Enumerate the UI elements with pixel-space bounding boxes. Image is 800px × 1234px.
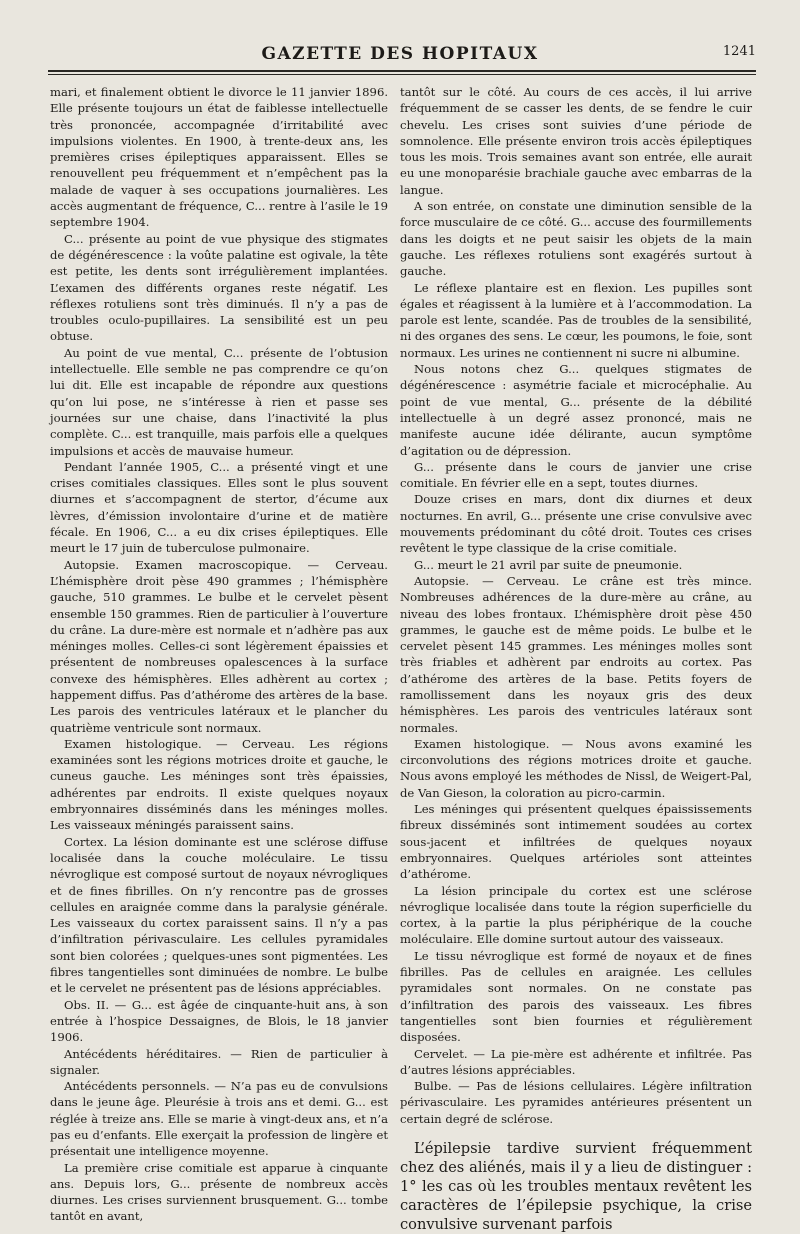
paragraph: Autopsie. — Cerveau. Le crâne est très mince. Nombreuses adhérences de la dure-mère au crâne, au niveau des lobes frontaux. L’hémisphère droit pèse 450 grammes, le gauche est de même poids. Le bulbe et le cervelet pèsent 145 grammes. Les méninges molles sont très friables et adhèrent par endroits au cortex. Pas d’athérome des artères de la base. Petits foyers de ramollissement dans les noyaux gris des deux hémisphères. Les parois des ventricules latéraux sont normales. [400,573,752,735]
header-rule [48,70,756,72]
paragraph: Le tissu névroglique est formé de noyaux et de fines fibrilles. Pas de cellules en araignée. Les cellules pyramidales sont normales. On ne constate pas d’infiltration des parois des vaisseaux. Les fibres tangentielles sont bien fournies et régulièrement disposées. [400,948,752,1045]
paragraph: Examen histologique. — Nous avons examiné les circonvolutions des régions motrices droite et gauche. Nous avons employé les méthodes de Nissl, de Weigert-Pal, de Van Gieson, la coloration au picro-carmin. [400,736,752,800]
page-number: 1241 [722,44,756,59]
paragraph: Antécédents héréditaires. — Rien de particulier à signaler. [50,1046,388,1077]
paragraph: Nous notons chez G... quelques stigmates de dégénérescence : asymétrie faciale et microcéphalie. Au point de vue mental, G... présente de la débilité intellectuelle à un degré assez prononcé, mais ne manifeste aucune idée délirante, aucun symptôme d’agitation ou de dépression. [400,362,752,458]
paragraph: mari, et finalement obtient le divorce le 11 janvier 1896. Elle présente toujours un état de faiblesse intellectuelle très prononcée, accompagnée d’irritabilité avec impulsions violentes. En 1900, à trente-deux ans, les premières crises épileptiques apparaissent. Elles se renouvellent peu fréquemment et n’empêchent pas la malade de vaquer à ses occupations journalières. Les accès augmentant de fréquence, C... rentre à l’asile le 19 septembre 1904. [50,85,388,230]
paragraph: Les méninges qui présentent quelques épaississements fibreux disséminés sont intimement soudées au cortex sous-jacent et infiltrées de quelques noyaux embryonnaires. Quelques artérioles sont atteintes d’athérome. [400,802,752,882]
paragraph: C... présente au point de vue physique des stigmates de dégénérescence : la voûte palatine est ogivale, la tête est petite, les dents sont irrégulièrement implantées. L’examen des différents organes reste négatif. Les réflexes rotuliens sont très diminués. Il n’y a pas de troubles oculo-pupillaires. La sensibilité est un peu obtuse. [50,231,388,344]
paragraph: tantôt sur le côté. Au cours de ces accès, il lui arrive fréquemment de se casser les dents, de se fendre le cuir chevelu. Les crises sont suivies d’une période de somnolence. Elle présente environ trois accès épileptiques tous les mois. Trois semaines avant son entrée, elle aurait eu une monoparésie brachiale gauche avec embarras de la langue. [400,85,752,197]
paragraph: Pendant l’année 1905, C... a présenté vingt et une crises comitiales classiques. Elles sont le plus souvent diurnes et s’accompagnent de stertor, d’écume aux lèvres, d’émission involontaire d’urine et de matière fécale. En 1906, C... a eu dix crises épileptiques. Elle meurt le 17 juin de tuberculose pulmonaire. [50,459,388,556]
paragraph: Cortex. La lésion dominante est une sclérose diffuse localisée dans la couche moléculaire. Le tissu névroglique est composé surtout de noyaux névrogliques et de fines fibrilles. On n’y rencontre pas de grosses cellules en araignée comme dans la paralysie générale. Les vaisseaux du cortex paraissent sains. Il n’y a pas d’infiltration périvasculaire. Les cellules pyramidales sont bien colorées ; quelques-unes sont pigmentées. Les fibres tangentielles sont diminuées de nombre. Le bulbe et le cervelet ne présentent pas de lésions appréciables. [50,834,388,996]
paragraph: Bulbe. — Pas de lésions cellulaires. Légère infiltration périvasculaire. Les pyramides antérieures présentent un certain degré de sclérose. [400,1079,752,1126]
right-column [400,84,752,1233]
paragraph: Cervelet. — La pie-mère est adhérente et infiltrée. Pas d’autres lésions appréciables. [400,1046,752,1077]
paragraph: Le réflexe plantaire est en flexion. Les pupilles sont égales et réagissent à la lumière et à l’accommodation. La parole est lente, scandée. Pas de troubles de la sensibilité, ni des organes des sens. Le cœur, les poumons, le foie, sont normaux. Les urines ne contiennent ni sucre ni albumine. [400,280,752,360]
page-title: GAZETTE DES HOPITAUX [261,44,539,64]
paragraph: Examen histologique. — Cerveau. Les régions examinées sont les régions motrices droite et gauche, le cuneus gauche. Les méninges sont très épaissies, adhérentes par endroits. Il existe quelques noyaux embryonnaires disséminés dans les méninges molles. Les vaisseaux méningés paraissent sains. [50,736,388,833]
left-column [50,84,388,1224]
paragraph: La lésion principale du cortex est une sclérose névroglique localisée dans toute la région superficielle du cortex, à la partie la plus périphérique de la couche moléculaire. Elle domine surtout autour des vaisseaux. [400,883,752,947]
paragraph: G... meurt le 21 avril par suite de pneumonie. [414,557,683,572]
paragraph: Douze crises en mars, dont dix diurnes et deux nocturnes. En avril, G... présente une crise convulsive avec mouvements prédominant du côté droit. Toutes ces crises revêtent le type classique de la crise comitiale. [400,492,752,556]
paragraph: La première crise comitiale est apparue à cinquante ans. Depuis lors, G... présente de nombreux accès diurnes. Les crises surviennent brusquement. G... tombe tantôt en avant, [50,1160,388,1224]
paragraph: Antécédents personnels. — N’a pas eu de convulsions dans le jeune âge. Pleurésie à trois ans et demi. G... est réglée à treize ans. Elle se marie à vingt-deux ans, et n’a pas eu d’enfants. Elle exerçait la profession de lingère et présentait une intelligence moyenne. [50,1079,388,1159]
paragraph: Obs. II. — G... est âgée de cinquante-huit ans, à son entrée à l’hospice Dessaignes, de Blois, le 18 janvier 1906. [50,997,388,1045]
paragraph: Au point de vue mental, C... présente de l’obtusion intellectuelle. Elle semble ne pas comprendre ce qu’on lui dit. Elle est incapable de répondre aux questions qu’on lui pose, ne s’intéresse à rien et passe ses journées sur une chaise, dans l’inactivité la plus complète. C... est tranquille, mais parfois elle a quelques impulsions et accès de mauvaise humeur. [50,345,388,458]
paragraph-large-type: L’épilepsie tardive survient fréquemment chez des aliénés, mais il y a lieu de distinguer : 1° les cas où les troubles mentaux revêtent les caractères de l’épilepsie psychique, la crise convulsive survenant parfois [400,1140,752,1233]
header-rule-thin [48,74,756,75]
paragraph: G... présente dans le cours de janvier une crise comitiale. En février elle en a sept, toutes diurnes. [400,459,752,491]
paragraph: A son entrée, on constate une diminution sensible de la force musculaire de ce côté. G... accuse des fourmillements dans les doigts et ne peut saisir les objets de la main gauche. Les réflexes rotuliens sont exagérés surtout à gauche. [400,199,752,279]
paragraph: Autopsie. Examen macroscopique. — Cerveau. L’hémisphère droit pèse 490 grammes ; l’hémisphère gauche, 510 grammes. Le bulbe et le cervelet pèsent ensemble 150 grammes. Rien de particulier à l’ouverture du crâne. La dure-mère est normale et n’adhère pas aux méninges molles. Celles-ci sont légèrement épaissies et présentent de nombreuses opalescences à la surface convexe des hémisphères. Elles adhèrent au cortex ; happement diffus. Pas d’athérome des artères de la base. Les parois des ventricules latéraux et le plancher du quatrième ventricule sont normaux. [50,557,388,735]
